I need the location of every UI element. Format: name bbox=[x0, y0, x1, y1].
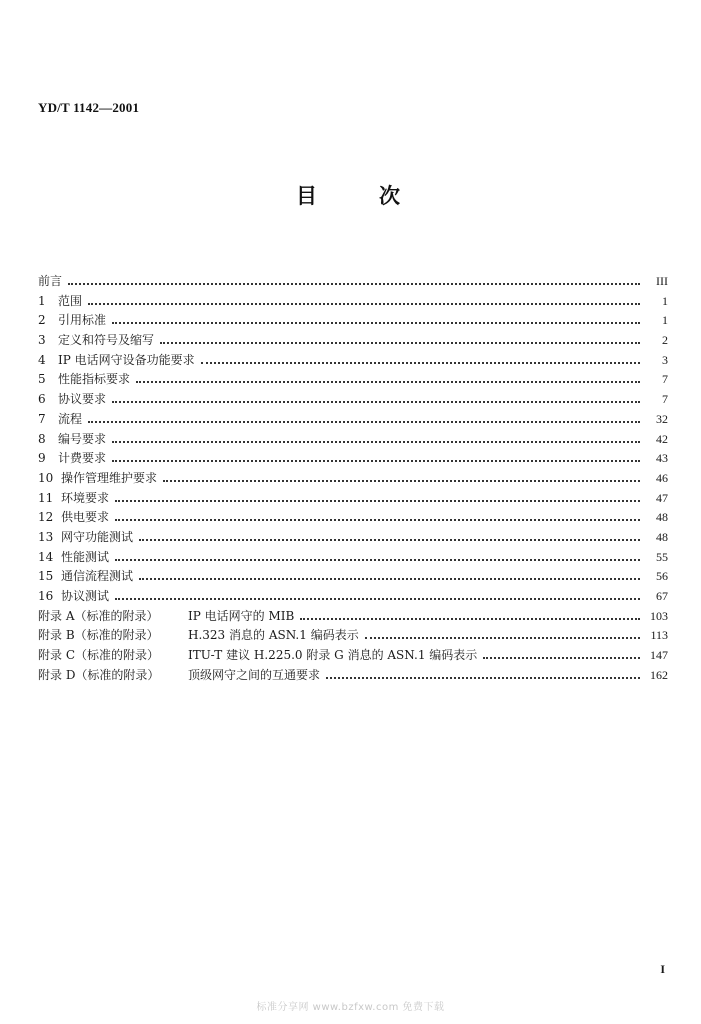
toc-entry-label: 范围 bbox=[58, 293, 83, 308]
toc-entry-number: 15 bbox=[38, 569, 54, 584]
toc-entry-page: 147 bbox=[650, 648, 668, 663]
toc-entry bbox=[38, 410, 668, 430]
toc-entry-page: 47 bbox=[656, 490, 668, 505]
toc-entry-page: 42 bbox=[656, 431, 668, 446]
watermark-text: 标准分享网 www.bzfxw.com 免费下载 bbox=[256, 1002, 445, 1013]
dot-leader bbox=[139, 577, 640, 580]
toc-entry-label: 前言 bbox=[38, 274, 63, 288]
toc-entry-number: 12 bbox=[38, 510, 54, 525]
toc-entry-number: 6 bbox=[38, 392, 46, 407]
toc-entry bbox=[38, 449, 668, 469]
toc-entry-label: 操作管理维护要求 bbox=[61, 470, 158, 485]
toc-entry-label: 流程 bbox=[58, 411, 83, 426]
toc-entry-label: 性能测试 bbox=[61, 549, 110, 564]
toc-entry bbox=[38, 292, 668, 312]
toc-entry-number: 1 bbox=[38, 293, 46, 308]
toc-entry-label: IP 电话网守设备功能要求 bbox=[58, 352, 195, 367]
toc-entry-page: 32 bbox=[656, 411, 668, 426]
toc-entry-page: III bbox=[656, 274, 668, 288]
dot-leader bbox=[201, 361, 640, 364]
toc-entry-number: 附录 B（标准的附录） bbox=[38, 628, 159, 643]
toc-entry-number: 4 bbox=[38, 352, 46, 367]
toc-entry bbox=[38, 548, 668, 568]
toc-entry-number: 10 bbox=[38, 470, 54, 485]
dot-leader bbox=[139, 538, 640, 541]
dot-leader bbox=[115, 499, 640, 502]
toc-entry-label: 顶级网守之间的互通要求 bbox=[188, 667, 321, 682]
toc-entry bbox=[38, 311, 668, 331]
toc-entry-page: 113 bbox=[650, 628, 668, 643]
toc-entry bbox=[38, 607, 668, 627]
toc-entry-page: 48 bbox=[656, 510, 668, 525]
dot-leader bbox=[483, 656, 640, 659]
toc-entry-number: 7 bbox=[38, 411, 46, 426]
toc-entry-page: 2 bbox=[662, 333, 668, 348]
toc-entry-label: 性能指标要求 bbox=[58, 372, 131, 387]
toc-entry-label: IP 电话网守的 MIB bbox=[188, 608, 295, 623]
dot-leader bbox=[112, 440, 640, 443]
dot-leader bbox=[115, 558, 640, 561]
toc-entry bbox=[38, 666, 668, 686]
dot-leader bbox=[163, 479, 640, 482]
toc-entry-page: 103 bbox=[650, 608, 668, 623]
toc-entry-number: 3 bbox=[38, 333, 46, 348]
toc-entry bbox=[38, 508, 668, 528]
toc-entry-number: 16 bbox=[38, 589, 54, 603]
dot-leader bbox=[112, 459, 640, 462]
toc-entry-page: 43 bbox=[656, 451, 668, 466]
toc-entry-page: 46 bbox=[656, 470, 668, 485]
toc-entry-label: 引用标准 bbox=[58, 313, 107, 328]
dot-leader bbox=[112, 321, 640, 324]
page-title bbox=[296, 180, 400, 210]
toc-entry bbox=[38, 370, 668, 390]
table-of-contents bbox=[38, 272, 668, 685]
toc-entry-number: 附录 C（标准的附录） bbox=[38, 648, 159, 663]
toc-entry-label: 网守功能测试 bbox=[61, 529, 134, 544]
toc-entry bbox=[38, 528, 668, 548]
toc-entry-label: H.323 消息的 ASN.1 编码表示 bbox=[188, 628, 359, 643]
toc-entry bbox=[38, 626, 668, 646]
toc-entry-page: 7 bbox=[662, 372, 668, 387]
toc-entry bbox=[38, 646, 668, 666]
toc-entry-label: 编号要求 bbox=[58, 431, 107, 446]
toc-entry-page: 56 bbox=[656, 569, 668, 584]
toc-entry-label: 计费要求 bbox=[58, 451, 107, 466]
page-number: I bbox=[660, 962, 665, 976]
toc-entry bbox=[38, 567, 668, 587]
standard-code: YD/T 1142—2001 bbox=[38, 100, 140, 115]
dot-leader bbox=[365, 636, 640, 639]
toc-entry bbox=[38, 469, 668, 489]
toc-entry-label: 环境要求 bbox=[61, 490, 110, 505]
toc-entry bbox=[38, 272, 668, 292]
toc-entry-page: 3 bbox=[662, 352, 668, 367]
dot-leader bbox=[88, 302, 640, 305]
dot-leader bbox=[88, 420, 640, 423]
toc-entry bbox=[38, 331, 668, 351]
toc-entry-number: 附录 D（标准的附录） bbox=[38, 667, 160, 682]
title-part-2: 次 bbox=[379, 183, 400, 208]
toc-entry-page: 55 bbox=[656, 549, 668, 564]
dot-leader bbox=[68, 282, 640, 285]
dot-leader bbox=[115, 518, 640, 521]
toc-entry-label: 协议要求 bbox=[58, 392, 107, 407]
toc-entry-page: 1 bbox=[662, 293, 668, 308]
toc-entry-page: 7 bbox=[662, 392, 668, 407]
toc-entry-page: 162 bbox=[650, 667, 668, 682]
dot-leader bbox=[326, 676, 640, 679]
toc-entry-label: 定义和符号及缩写 bbox=[58, 333, 155, 348]
toc-entry-number: 8 bbox=[38, 431, 46, 446]
toc-entry-number: 14 bbox=[38, 549, 54, 564]
title-part-1: 目 bbox=[296, 183, 317, 208]
toc-entry bbox=[38, 390, 668, 410]
toc-entry-number: 11 bbox=[38, 490, 54, 505]
toc-entry-page: 48 bbox=[656, 529, 668, 544]
toc-entry-number: 13 bbox=[38, 529, 54, 544]
toc-entry bbox=[38, 351, 668, 371]
toc-entry bbox=[38, 587, 668, 607]
dot-leader bbox=[300, 617, 640, 620]
dot-leader bbox=[115, 597, 640, 600]
dot-leader bbox=[112, 400, 640, 403]
toc-entry-number: 5 bbox=[38, 372, 46, 387]
toc-entry bbox=[38, 489, 668, 509]
toc-entry-number: 9 bbox=[38, 451, 46, 466]
toc-entry-page: 67 bbox=[656, 589, 668, 603]
dot-leader bbox=[160, 341, 640, 344]
toc-entry-label: 供电要求 bbox=[61, 510, 110, 525]
toc-entry-number: 附录 A（标准的附录） bbox=[38, 608, 159, 623]
toc-entry-number: 2 bbox=[38, 313, 46, 328]
toc-entry-label: ITU-T 建议 H.225.0 附录 G 消息的 ASN.1 编码表示 bbox=[188, 648, 478, 663]
dot-leader bbox=[136, 380, 640, 383]
toc-entry bbox=[38, 430, 668, 450]
toc-entry-label: 通信流程测试 bbox=[61, 569, 134, 584]
toc-entry-label: 协议测试 bbox=[61, 589, 110, 603]
toc-entry-page: 1 bbox=[662, 313, 668, 328]
